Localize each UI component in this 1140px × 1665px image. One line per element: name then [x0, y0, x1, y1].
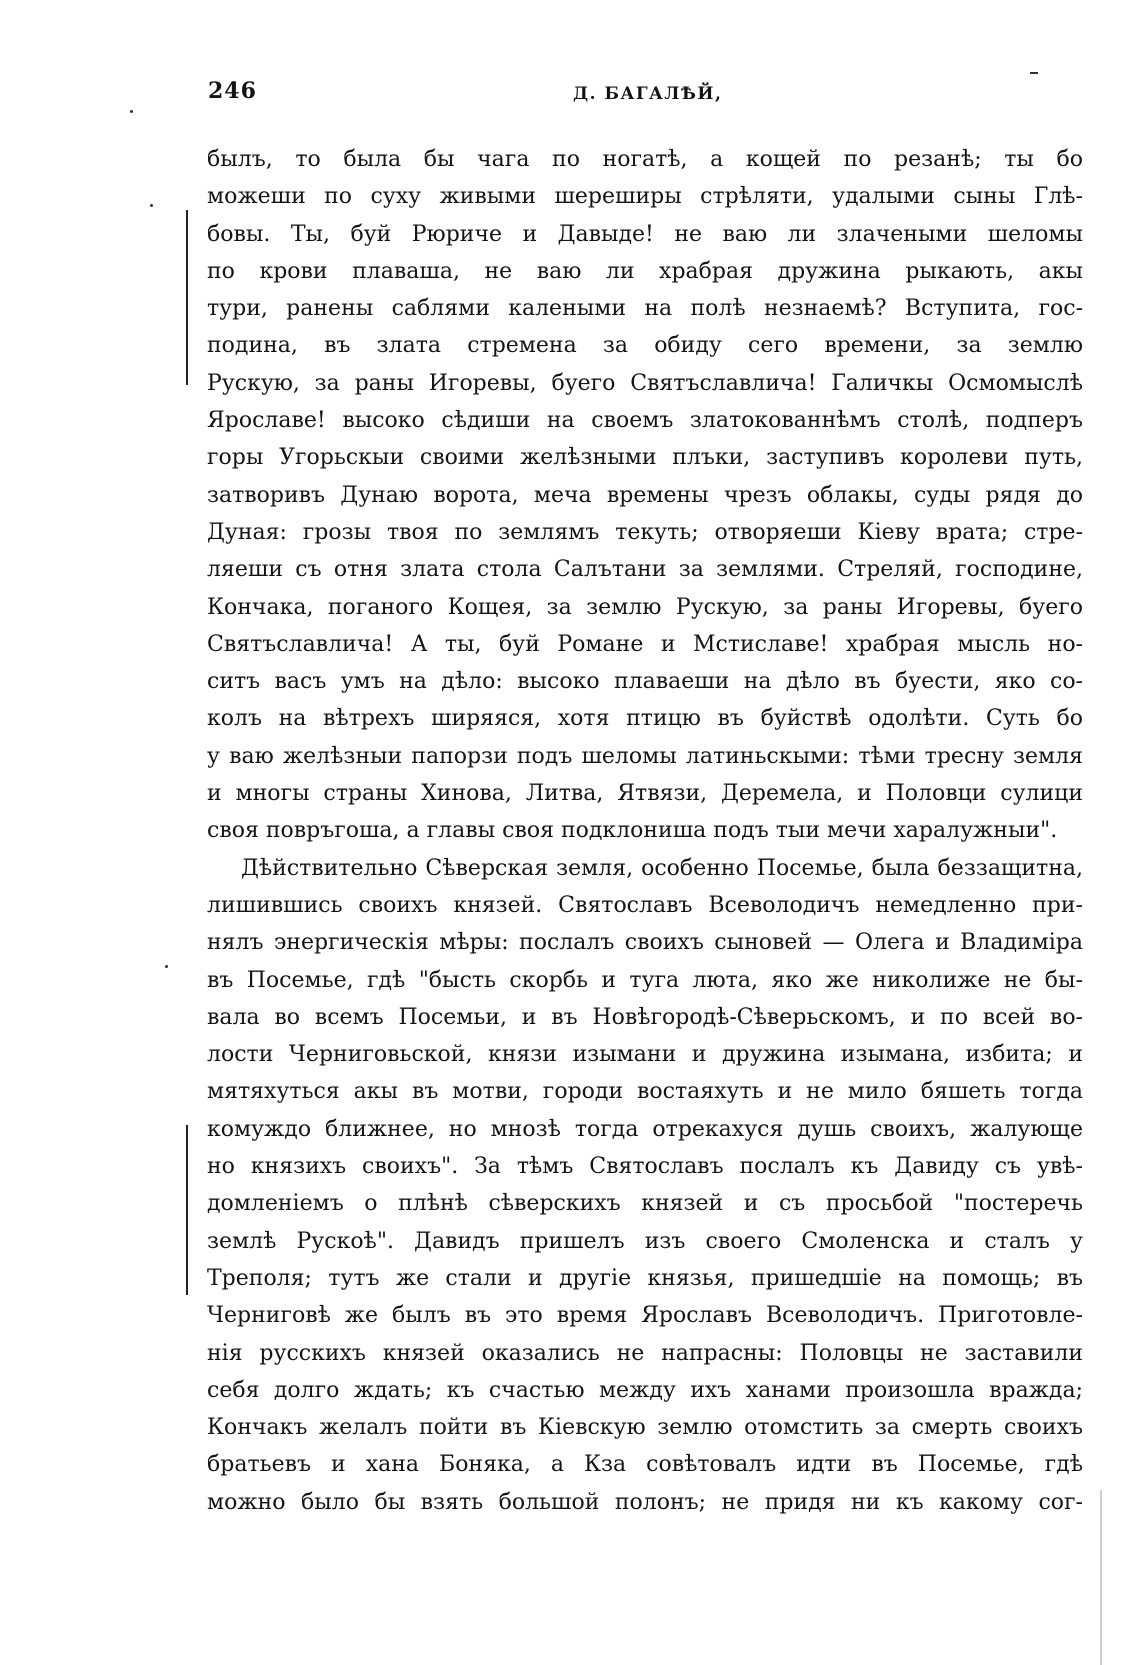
text-line: лости Черниговьской, князи изымани и дружина изымана, избита; и — [207, 1042, 1083, 1068]
text-line: ляеши съ отня злата стола Салътани за землями. Стреляй, господине, — [207, 557, 1083, 583]
text-line: по крови плаваша, не ваю ли храбрая дружина рыкають, акы — [207, 258, 1083, 284]
text-line: вала во всемъ Посемьи, и въ Новѣгородѣ-Сѣверьскомъ, и по всей во- — [207, 1004, 1083, 1030]
text-line: подина, въ злата стремена за обиду сего времени, за землю — [207, 333, 1083, 359]
text-line: можно было бы взять большой полонъ; не придя ни къ какому сог- — [207, 1489, 1083, 1515]
text-line: Ярославе! высоко сѣдиши на своемъ златокованнѣмъ столѣ, подперъ — [207, 408, 1083, 434]
text-line: братьевъ и хана Боняка, а Кза совѣтовалъ идти въ Посемье, гдѣ — [207, 1452, 1083, 1478]
text-line: домленіемъ о плѣнѣ сѣверскихъ князей и съ просьбой "постеречь — [207, 1191, 1083, 1217]
margin-bracket-upper — [186, 210, 188, 385]
text-line: Рускую, за раны Игоревы, буего Святъславлича! Галичкы Осмомыслѣ — [207, 370, 1083, 396]
text-line: бовы. Ты, буй Рюриче и Давыде! не ваю ли злачеными шеломы — [207, 221, 1083, 247]
text-line: въ Посемье, гдѣ "бысть скорбь и туга люта, яко же николиже не бы- — [207, 967, 1083, 993]
text-line: тури, ранены саблями калеными на полѣ незнаемѣ? Вступита, гос- — [207, 296, 1083, 322]
text-line: Черниговѣ же былъ въ это время Ярославъ Всеволодичъ. Приготовле- — [207, 1303, 1083, 1329]
text-line: лишившись своихъ князей. Святославъ Всеволодичъ немедленно при- — [207, 892, 1083, 918]
text-line: нія русскихъ князей оказались не напрасны: Половцы не заставили — [207, 1340, 1083, 1366]
text-line: и многы страны Хинова, Литва, Ятвязи, Деремела, и Половци сулици — [207, 781, 1083, 807]
text-line: ситъ васъ умъ на дѣло: высоко плаваеши на дѣло въ буести, яко со- — [207, 669, 1083, 695]
text-line: землѣ Рускоѣ". Давидъ пришелъ изъ своего Смоленска и сталъ у — [207, 1228, 1083, 1254]
text-line: горы Угорьскыи своими желѣзными плъки, заступивъ королеви путь, — [207, 445, 1083, 471]
text-line: Кончака, поганого Кощея, за землю Рускую, за раны Игоревы, буего — [207, 594, 1083, 620]
text-line: но князихъ своихъ". За тѣмъ Святославъ послалъ къ Давиду съ увѣ- — [207, 1154, 1083, 1180]
text-line: былъ, то была бы чага по ногатѣ, а кощей по резанѣ; ты бо — [207, 147, 1083, 172]
body-text — [207, 141, 1083, 1521]
text-line: у ваю желѣзныи папорзи подъ шеломы латиньскыми: тѣми тресну земля — [207, 743, 1083, 769]
paragraph-first-line: Дѣйствительно Сѣверская земля, особенно Посемье, была беззащитна, — [241, 855, 1083, 881]
text-line: Кончакъ желалъ пойти въ Кіевскую землю отомстить за смерть своихъ — [207, 1415, 1083, 1441]
text-line: колъ на вѣтрехъ ширяяся, хотя птицю въ буйствѣ одолѣти. Суть бо — [207, 706, 1083, 732]
page-edge-shadow — [1100, 1490, 1102, 1665]
text-line: можеши по суху живыми шереширы стрѣляти, удалыми сыны Глѣ- — [207, 184, 1083, 210]
running-head: Д. БАГАЛѢЙ, — [573, 84, 723, 104]
text-line: комуждо ближнее, но мнозѣ тогда отрекахуся душь своихъ, жалующе — [207, 1116, 1083, 1142]
text-line: себя долго ждать; къ счастью между ихъ ханами произошла вражда; — [207, 1377, 1083, 1403]
margin-bracket-lower — [186, 1125, 188, 1295]
text-line: Святъславлича! А ты, буй Романе и Мстиславе! храбрая мысль но- — [207, 631, 1083, 657]
text-line: своя повръгоша, а главы своя подклониша подъ тыи мечи харалужныи". — [207, 818, 1058, 844]
text-line: затворивъ Дунаю ворота, меча времены чрезъ облакы, суды рядя до — [207, 482, 1083, 508]
text-line: Дуная: грозы твоя по землямъ текуть; отворяеши Кіеву врата; стре- — [207, 519, 1083, 545]
text-line: Треполя; тутъ же стали и другіе князья, пришедшіе на помощь; въ — [207, 1265, 1083, 1291]
page-number: 246 — [208, 78, 257, 104]
text-line: мятяхуться акы въ мотви, городи востаяхуть и не мило бяшеть тогда — [207, 1079, 1083, 1105]
text-line: нялъ энергическія мѣры: послалъ своихъ сыновей — Олега и Владиміра — [207, 930, 1083, 956]
